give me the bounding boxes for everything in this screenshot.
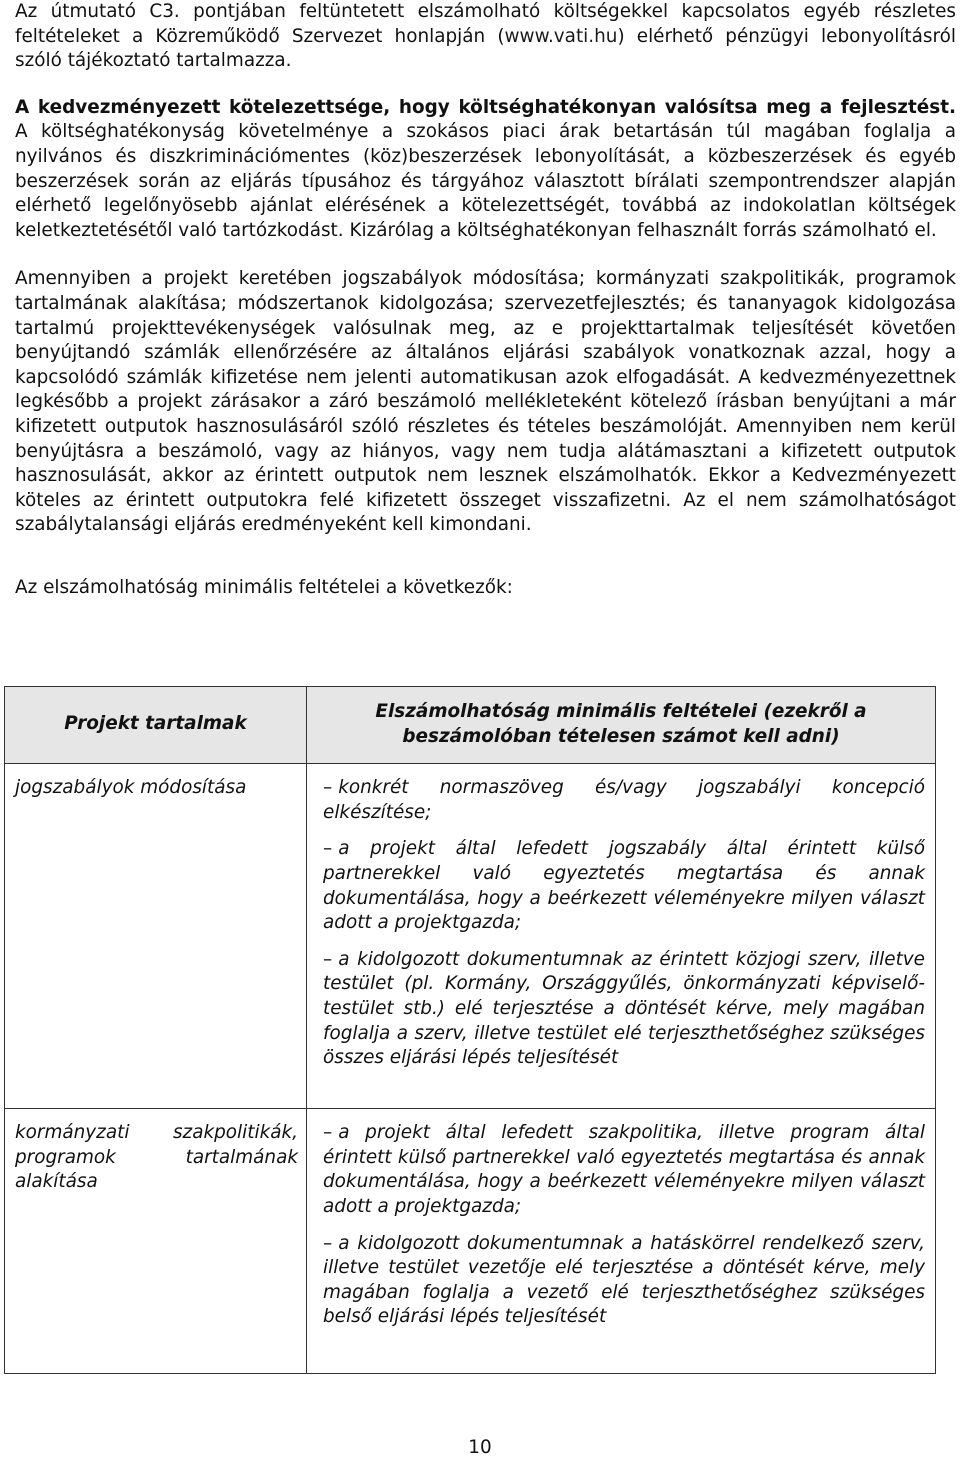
condition-item — [323, 1121, 925, 1219]
paragraph-minimum-conditions-intro: Az elszámolhatóság minimális feltételei a következők: — [15, 576, 513, 598]
intro-text-start: Az útmutató C3. pontjában feltüntetett elszámolható költségekkel kapcsolatos egyéb részletes feltételeket a Közreműködő Szervezet honlapján ( — [15, 1, 956, 47]
dash-bullet: – — [323, 948, 333, 970]
conditions-cell — [307, 764, 936, 1109]
vati-link[interactable]: www.vati.hu — [504, 25, 618, 47]
intro-text-end: ) elérhető pénzügyi lebonyolításról szóló tájékoztató tartalmazza. — [15, 25, 956, 72]
table-row — [5, 1109, 936, 1374]
condition-item — [323, 1232, 925, 1330]
condition-text: a kidolgozott dokumentumnak a hatáskörrel rendelkező szerv, illetve testület vezetője elé terjesztése a döntését kérve, mely magában foglalja a vezető elé terjeszthetőséghez szükséges belső eljárási lépés teljesítését — [323, 1232, 925, 1328]
dash-bullet: – — [323, 777, 333, 799]
table-header-row — [5, 687, 936, 764]
condition-text: a kidolgozott dokumentumnak az érintett közjogi szerv, illetve testület (pl. Kormány, Országgyűlés, önkormányzati képviselő-testület stb.) elé terjesztése a döntését kérve, mely magában foglalja a szerv, illetve testület elé terjeszthetőséghez szükséges összes eljárási lépés teljesítését — [323, 948, 925, 1069]
paragraph-cost-efficiency — [15, 96, 956, 244]
dash-bullet: – — [323, 838, 333, 860]
eligibility-conditions-table — [4, 686, 936, 1374]
header-minimum-conditions: Elszámolhatóság minimális feltételei (ezekről a beszámolóban tételesen számot kell adni) — [307, 687, 936, 764]
condition-text: a projekt által lefedett szakpolitika, illetve program által érintett külső partnerekkel való egyeztetés megtartása és annak dokumentálása, hogy a beérkezett véleményekre milyen választ adott a projektgazda; — [323, 1122, 925, 1217]
cost-efficiency-text: A költséghatékonyság követelménye a szokásos piaci árak betartásán túl magában foglalja a nyilvános és diszkriminációmentes (köz)beszerzések lebonyolítását, a közbeszerzések és egyéb beszerzések során az eljárás típusához és tárgyához választott bírálati szempontrendszer alapján elérhető legelőnyösebb ajánlat elérésének a kötelezettségét, továbbá az indokolatlan költségek keletkeztetésétől való tartózkodást. Kizárólag a költséghatékonyan felhasznált forrás számolható el. — [15, 121, 956, 241]
condition-item — [323, 837, 925, 935]
paragraph-project-outputs: Amennyiben a projekt keretében jogszabályok módosítása; kormányzati szakpolitikák, programok tartalmának alakítása; módszertanok kidolgozása; szervezetfejlesztés; és tananyagok kidolgozása tartalmú projekttevékenységek valósulnak meg, az e projekttartalmak teljesítését követően benyújtandó számlák ellenőrzésére az általános eljárási szabályok vonatkoznak azzal, hogy a kapcsolódó számlák kifizetése nem jelenti automatikusan azok elfogadását. A kedvezményezettnek legkésőbb a projekt zárásakor a záró beszámoló mellékleteként kötelező írásban benyújtani a már kifizetett outputok hasznosulásáról szóló részletes és tételes beszámolóját. Amennyiben nem kerül benyújtásra a beszámoló, vagy az hiányos, vagy nem tudja alátámasztani a kifizetett outputok hasznosulását, akkor az érintett outputok nem lesznek elszámolhatók. Ekkor a Kedvezményezett köteles az érintett outputokra felé kifizetett összeget visszafizetni. Az el nem számolhatóságot szabálytalansági eljárás eredményeként kell kimondani. — [15, 268, 956, 536]
condition-text: konkrét normaszöveg és/vagy jogszabályi koncepció elkészítése; — [323, 777, 925, 823]
project-content-cell: kormányzati szakpolitikák, programok tartalmának alakítása — [5, 1109, 307, 1374]
conditions-cell — [307, 1109, 936, 1374]
condition-item — [323, 948, 925, 1071]
document-page — [15, 0, 956, 600]
cost-efficiency-heading: A kedvezményezett kötelezettsége, hogy költséghatékonyan valósítsa meg a fejlesztést. — [15, 96, 956, 118]
condition-text: a projekt által lefedett jogszabály által érintett külső partnerekkel való egyeztetés megtartása és annak dokumentálása, hogy a beérkezett véleményekre milyen választ adott a projektgazda; — [323, 838, 925, 934]
table-row — [5, 764, 936, 1109]
header-project-content: Projekt tartalmak — [5, 687, 307, 764]
project-content-cell: jogszabályok módosítása — [5, 764, 307, 1109]
dash-bullet: – — [323, 1122, 333, 1144]
page-number: 10 — [468, 1437, 492, 1458]
dash-bullet: – — [323, 1232, 333, 1254]
paragraph-intro — [15, 0, 956, 74]
condition-item — [323, 776, 925, 825]
